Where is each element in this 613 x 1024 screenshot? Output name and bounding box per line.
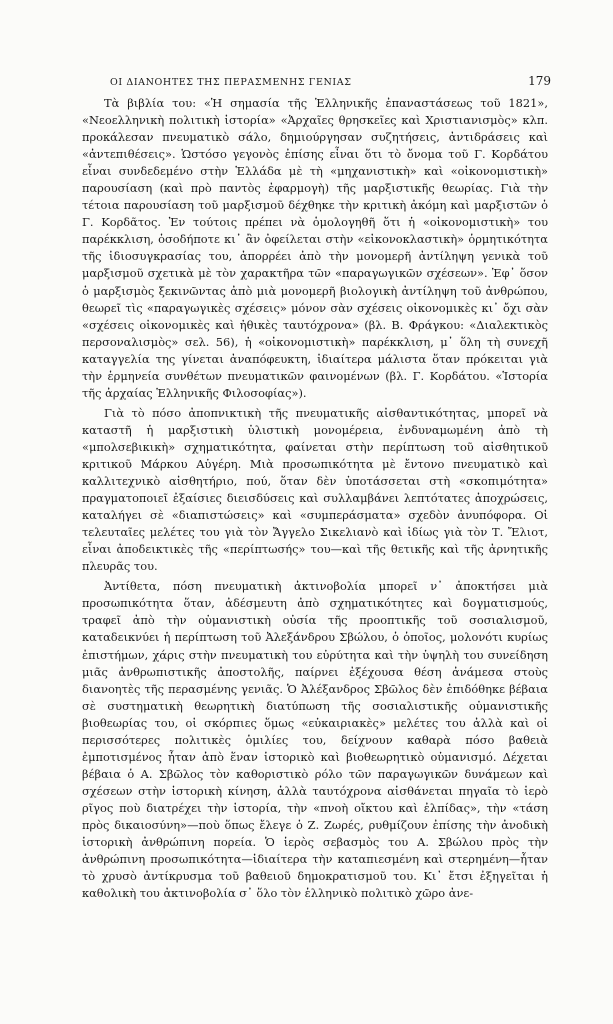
running-title: ΟΙ ΔΙΑΝΟΗΤΕΣ ΤΗΣ ΠΕΡΑΣΜΕΝΗΣ ΓΕΝΙΑΣ [110,77,352,88]
running-header [110,74,551,90]
paragraph-2: Γιὰ τὸ πόσο ἀποπνικτικὴ τῆς πνευματικῆς αἰσθαντικότητας, μπορεῖ νὰ καταστῆ ἡ μαρξιστικὴ ὑλιστικὴ μονομέρεια, ἐνδυναμωμένη ἀπὸ τὴ «μπολσεβικικὴ» σχηματικότητα, φαίνεται στὴν περίπτωση τοῦ αἰσθητικοῦ κριτικοῦ Μάρκου Αὐγέρη. Μιὰ προσωπικότητα μὲ ἔντονο πνευματικὸ καὶ καλλιτεχνικὸ αἰσθητήριο, πού, ὅταν δὲν ὑποτάσσεται στὴ «σκοπιμότητα» πραγματοποιεῖ ἐξαίσιες διεισδύσεις καὶ συλλαμβάνει λεπτότατες ἀποχρώσεις, καταλήγει σὲ «διαπιστώσεις» καὶ «συμπεράσματα» σχεδὸν ἀνυπόφορα. Οἱ τελευταῖες μελέτες του γιὰ τὸν Ἄγγελο Σικελιανὸ καὶ ἰδίως γιὰ τὸν Τ. Ἔλιοτ, εἶναι ἀποδεικτικὲς τῆς «περίπτωσής» του—καὶ τῆς θετικῆς καὶ τῆς ἀρνητικῆς πλευρᾶς του. [82,405,548,574]
paragraph-1: Τὰ βιβλία του: «Ἡ σημασία τῆς Ἑλληνικῆς ἐπαναστάσεως τοῦ 1821», «Νεοελληνικὴ πολιτικὴ ἱστορία» «Ἀρχαῖες θρησκεῖες καὶ Χριστιανισμὸς» κλπ. προκάλεσαν πνευματικὸ σάλο, δημιούργησαν συζητήσεις, ἀντιδράσεις καὶ «ἀντεπιθέσεις». Ὡστόσο γεγονὸς ἐπίσης εἶναι ὅτι τὸ ὄνομα τοῦ Γ. Κορδάτου εἶναι συνδεδεμένο στὴν Ἑλλάδα μὲ τὴ «μηχανιστικὴ» καὶ «οἰκονομιστικὴ» παρουσίαση (καὶ πρὸ παντὸς ἐφαρμογὴ) τῆς μαρξιστικῆς θεωρίας. Γιὰ τὴν τέτοια παρουσίαση τοῦ μαρξισμοῦ δέχθηκε τὴν κριτικὴ ἀκόμη καὶ μαρξιστῶν ὁ Γ. Κορδᾶτος. Ἐν τούτοις πρέπει νὰ ὁμολογηθῆ ὅτι ἡ «οἰκονομιστικὴ» του παρέκκλιση, ὁσοδήποτε κι᾽ ἂν ὀφείλεται στὴν «εἰκονοκλαστικὴ» ὁρμητικότητα τῆς ἰδιοσυγκρασίας του, ἀπορρέει ἀπὸ τὴν μονομερῆ ἀντίληψη γενικὰ τοῦ μαρξισμοῦ σχετικὰ μὲ τὸν χαρακτῆρα τῶν «παραγωγικῶν σχέσεων». Ἐφ᾽ ὅσον ὁ μαρξισμὸς ξεκινῶντας ἀπὸ μιὰ μονομερῆ βιολογικὴ ἀντίληψη τοῦ ἀνθρώπου, θεωρεῖ τὶς «παραγωγικὲς σχέσεις» μόνον σὰν σχέσεις οἰκονομικὲς κι᾽ ὄχι σὰν «σχέσεις οἰκονομικὲς καὶ ἠθικὲς ταυτόχρονα» (βλ. Β. Φράγκου: «Διαλεκτικὸς περσοναλισμὸς» σελ. 56), ἡ «οἰκονομιστικὴ» παρέκκλιση, μ᾽ ὅλη τὴ συνεχῆ καταγγελία της γίνεται ἀναπόφευκτη, ἰδιαίτερα μάλιστα ὅταν πρόκειται γιὰ τὴν ἑρμηνεία συνθέτων πνευματικῶν φαινομένων (βλ. Γ. Κορδάτου. «Ἱστορία τῆς ἀρχαίας Ἑλληνικῆς Φιλοσοφίας»). [82,96,548,400]
page-number: 179 [528,74,551,88]
body-text [82,95,548,902]
paragraph-3: Ἀντίθετα, πόση πνευματικὴ ἀκτινοβολία μπορεῖ ν᾽ ἀποκτήσει μιὰ προσωπικότητα ὅταν, ἀδέσμευτη ἀπὸ σχηματικότητες καὶ δογματισμούς, τραφεῖ ἀπὸ τὴν οὑμανιστικὴ οὐσία τῆς προοπτικῆς τοῦ σοσιαλισμοῦ, καταδεικνύει ἡ περίπτωση τοῦ Ἀλεξάνδρου Σβώλου, ὁ ὁποῖος, μολονότι κυρίως ἐπιστήμων, χάρις στὴν πνευματικὴ του εὐρύτητα καὶ τὴν ὑψηλὴ του συνείδηση μιᾶς ἀνθρωπιστικῆς ἀποστολῆς, παίρνει ἐξέχουσα θέση ἀνάμεσα στοὺς διανοητὲς τῆς περασμένης γενιᾶς. Ὁ Ἀλέξανδρος Σβῶλος δὲν ἐπιδόθηκε βέβαια σὲ συστηματικὴ θεωρητικὴ διατύπωση τῆς σοσιαλιστικῆς οὑμανιστικῆς βιοθεωρίας του, οἱ σκόρπιες ὅμως «εὐκαιριακὲς» μελέτες του ἀλλὰ καὶ οἱ περισσότερες πολιτικὲς ὁμιλίες του, δείχνουν καθαρὰ πόσο βαθειὰ ἐμποτισμένος ἦταν ἀπὸ ἕναν ἱστορικὸ καὶ βιοθεωρητικὸ οὑμανισμό. Δέχεται βέβαια ὁ Α. Σβῶλος τὸν καθοριστικὸ ρόλο τῶν παραγωγικῶν δυνάμεων καὶ σχέσεων στὴν ἱστορικὴ κίνηση, ἀλλὰ ταυτόχρονα αἰσθάνεται πηγαῖα τὸ ἱερὸ ρῖγος ποὺ διατρέχει τὴν ἱστορία, τὴν «πνοὴ οἴκτου καὶ ἐλπίδας», τὴν «τάση πρὸς δικαιοσύνη»—ποὺ ὅπως ἔλεγε ὁ Ζ. Ζωρές, ρυθμίζουν ἐπίσης τὴν ἀνοδικὴ ἱστορικὴ ἀνθρώπινη πορεία. Ὁ ἱερὸς σεβασμὸς του Α. Σβώλου πρὸς τὴν ἀνθρώπινη προσωπικότητα—ἰδιαίτερα τὴν καταπιεσμένη καὶ στερημένη—ἦταν τὸ χρυσὸ ἀντίκρυσμα τοῦ βαθειοῦ δημοκρατισμοῦ του. Κι᾽ ἔτσι ἐξηγεῖται ἡ καθολικὴ του ἀκτινοβολία σ᾽ ὅλο τὸν ἑλληνικὸ πολιτικὸ χῶρο ἀνε- [82,579,548,901]
